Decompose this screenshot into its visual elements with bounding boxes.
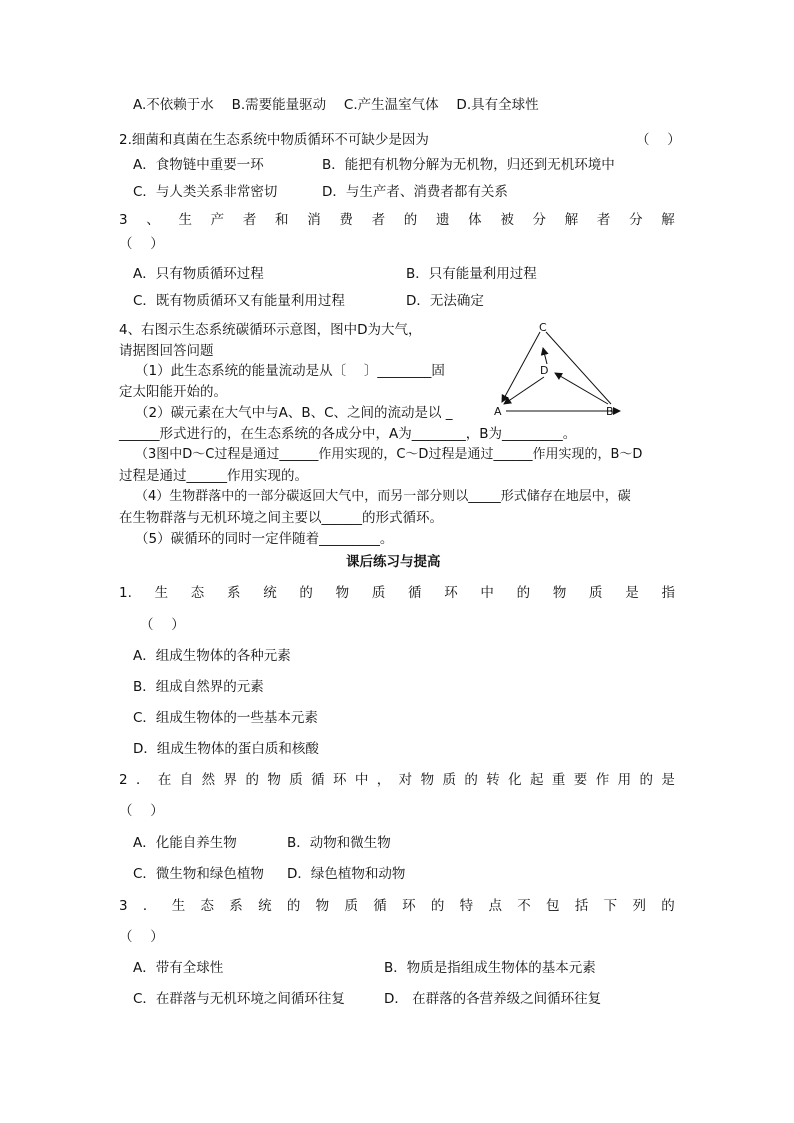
arrow-b-to-d <box>555 373 608 404</box>
q4-sub4-b: 在生物群落与无机环境之间主要以______的形式循环。 <box>119 510 443 526</box>
p2-option-d: D．绿色植物和动物 <box>287 866 406 882</box>
q4-sub1-a: （1）此生态系统的能量流动是从〔 〕________固 <box>135 363 445 379</box>
p1-option-c: C．组成生物体的一些基本元素 <box>133 710 318 726</box>
q2-option-a: A．食物链中重要一环 <box>133 157 264 173</box>
p2-answer-paren: （ ） <box>119 803 164 819</box>
q3-option-d: D．无法确定 <box>406 293 484 309</box>
q1-options: A.不依赖于水 B.需要能量驱动 C.产生温室气体 D.具有全球性 <box>133 97 539 113</box>
q4-sub5: （5）碳循环的同时一定伴随着_________。 <box>135 531 394 547</box>
p3-answer-paren: （ ） <box>119 929 164 945</box>
p3-option-d: D． 在群落的各营养级之间循环往复 <box>384 991 602 1007</box>
q4-sub2-a: （2）碳元素在大气中与A、B、C、之间的流动是以 _ <box>135 405 453 421</box>
arrow-d-to-c <box>543 348 547 364</box>
q2-option-d: D．与生产者、消费者都有关系 <box>322 184 508 200</box>
q3-stem: 3 、 生 产 者 和 消 费 者 的 遗 体 被 分 解 者 分 解 <box>119 212 675 228</box>
q4-line2: 请据图回答问题 <box>119 343 214 359</box>
q4-sub3-a: （3图中D～C过程是通过______作用实现的，C～D过程是通过______作用实现的，B～D <box>135 447 643 462</box>
p2-option-b: B．动物和微生物 <box>287 835 391 851</box>
p1-option-a: A．组成生物体的各种元素 <box>133 648 291 664</box>
q3-answer-paren: （ ） <box>119 236 164 252</box>
q4-sub1-b: 定太阳能开始的。 <box>119 384 227 400</box>
q2-answer-paren: （ ） <box>636 132 681 148</box>
p3-option-a: A．带有全球性 <box>133 960 224 976</box>
p1-option-d: D．组成生物体的蛋白质和核酸 <box>133 741 319 757</box>
arrow-d-to-a <box>504 377 544 404</box>
carbon-cycle-diagram <box>486 318 626 422</box>
node-a-label: A <box>494 405 502 418</box>
q2-option-b: B．能把有机物分解为无机物，归还到无机环境中 <box>322 157 615 173</box>
p2-option-a: A．化能自养生物 <box>133 835 237 851</box>
section-title: 课后练习与提高 <box>346 554 441 570</box>
q4-sub3-b: 过程是通过______作用实现的。 <box>119 468 308 484</box>
q4-sub2-b: ______形式进行的，在生态系统的各成分中，A为________，B为_________。 <box>119 426 577 442</box>
node-c-label: C <box>539 321 547 334</box>
p3-stem: 3 ． 生 态 系 统 的 物 质 循 环 的 特 点 不 包 括 下 列 的 <box>119 898 675 914</box>
q3-option-c: C．既有物质循环又有能量利用过程 <box>133 293 345 309</box>
q2-stem: 2.细菌和真菌在生态系统中物质循环不可缺少是因为 <box>119 132 429 148</box>
q3-option-b: B．只有能量利用过程 <box>406 266 537 282</box>
p2-option-c: C．微生物和绿色植物 <box>133 866 264 882</box>
p3-option-c: C．在群落与无机环境之间循环往复 <box>133 991 345 1007</box>
p1-stem: 1. 生 态 系 统 的 物 质 循 环 中 的 物 质 是 指 <box>119 585 675 601</box>
p1-answer-paren: （ ） <box>140 617 185 633</box>
node-d-label: D <box>540 364 549 377</box>
node-b-label: B <box>606 405 614 418</box>
q4-sub4-a: （4）生物群落中的一部分碳返回大气中，而另一部分则以_____形式储存在地层中，碳 <box>135 489 631 504</box>
q2-option-c: C．与人类关系非常密切 <box>133 184 278 200</box>
q4-line1: 4、右图示生态系统碳循环示意图，图中D为大气， <box>119 322 422 338</box>
p2-stem: 2 ． 在 自 然 界 的 物 质 循 环 中 ， 对 物 质 的 转 化 起 重 要 作 用 的 是 <box>119 772 675 788</box>
arrow-c-to-a <box>502 332 540 402</box>
q3-option-a: A．只有物质循环过程 <box>133 266 264 282</box>
p3-option-b: B．物质是指组成生物体的基本元素 <box>384 960 596 976</box>
line-c-to-b <box>546 332 611 404</box>
p1-option-b: B．组成自然界的元素 <box>133 679 264 695</box>
